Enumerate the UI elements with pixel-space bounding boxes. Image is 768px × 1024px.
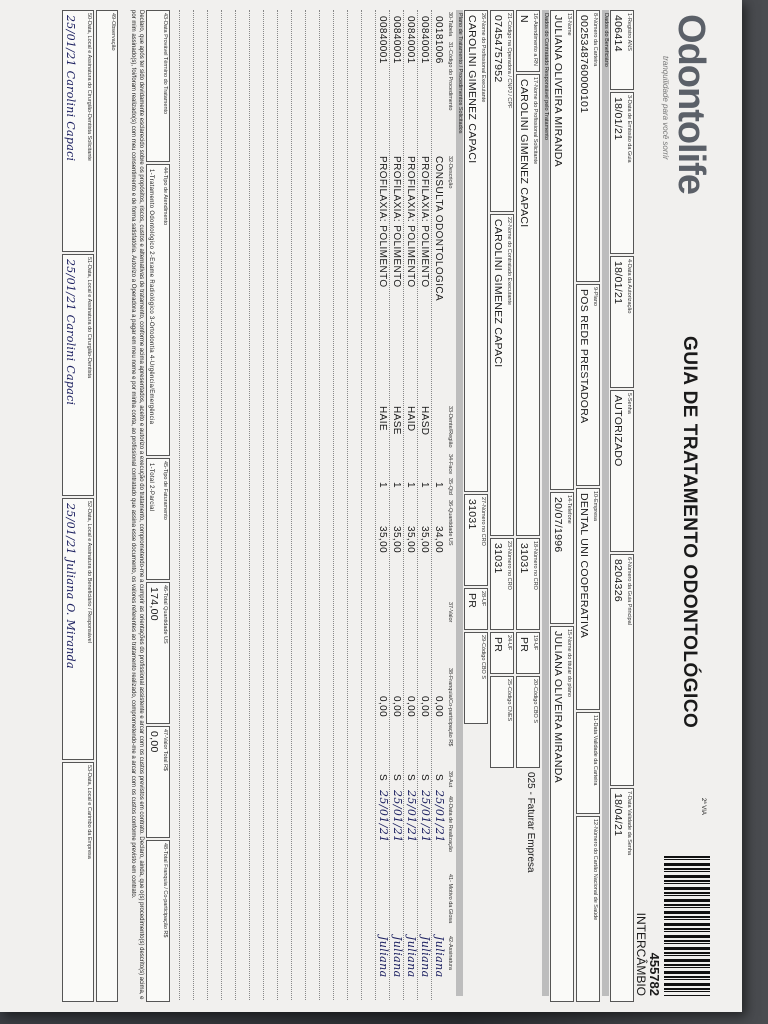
signature-empresa: 53-Data, Local e Carimbo da Empresa	[62, 762, 94, 1002]
section-procedimentos: Plano de Tratamento / Procedimentos Solicitados	[456, 10, 463, 996]
field-atendimento-rn: 16-Atendimento a RN N	[516, 10, 540, 72]
field-cbo-profissional: 29-Código CBO S	[464, 632, 488, 724]
field-data-emissao: 3-Data de Emissão da Guia 18/01/21	[610, 92, 634, 254]
field-data-termino: 43-Data Provável Término do Tratamento	[146, 10, 170, 162]
field-cnes: 25-Código CNES	[490, 676, 514, 768]
row-divider	[347, 10, 348, 1000]
barcode	[664, 856, 710, 996]
field-guia-principal: 6-Número da Guia Principal 8204326	[610, 554, 634, 786]
row-divider	[375, 10, 376, 1000]
field-total-franquia: 48-Total Franquia / Co-participação R$	[146, 840, 170, 1002]
intercambio-label: INTERCÂMBIO	[634, 912, 648, 996]
col-header-dente: 33-Dente/Região	[447, 406, 453, 448]
row-divider	[319, 10, 320, 1000]
company-logo: Odontolife	[670, 14, 712, 194]
field-tipo-atendimento: 44-Tipo de Atendimento 1-Tratamento Odontológico 2-Exame Radiológico 3-Ortodontia 4-Urgência/Emergência	[146, 164, 170, 456]
guide-form: Odontolife tranquilidade para você sorrir GUIA DE TRATAMENTO ODONTOLÓGICO 2ª VIA 455782 INTERCÂMBIO 1-Registro ANS 406414 3-Data de Emissão da Guia 18/01/21 4-Data da Autorização 18/01/21 5-Senha AUTORIZADO 6-Número da Guia Principal 8204326 7-Data Validade da Senha 18/04/21 Dados do Beneficiário 8-Número da Carteira 0025348760000101 9-Plano POS REDE PRESTADORA 10-Empresa DENTAL UNI COOPERATIVA 11-Data Validade da Carteira 12-Número do Cartão Nacional de Saúde 13-Nome JULIANA OLIVEIRA MIRANDA 14-Telefone 20/07/1996 15-Nome do titular do plano JULIANA OLIVEIRA MIRANDA Dados do Contratado Responsável pelo Tratamento 16-Atendimento a RN N 17-Nome do Profissional Solicitante CAROLINI GIMENEZ CAPACI 18-Número no CRO 31031 19-UF PR 20-Código CBO S 025 - Faturar Empresa 21-Código na Operadora / CNPJ / CPF 07454757952 22-Nome do Contratado Executante CAROLINI GIMENEZ CAPACI 23-Número no CRO 31031 24-UF PR 25-Código CNES 26-Nome do Profissional Executante CAROLINI GIMENEZ CAPACI 27-Número no CRO 31031 28-UF PR 29-Código CBO S Plano de Tratamento / Procedimentos Solicitados 30-Tabela 31-Código do Procedimento 32-Descrição 33-Dente/Região 34-Face 35-Qtd 36-Quantidade US 37-Valor 38-Franquia/Co-participação R$ 39-Aut 40-Data de Realização 41- Motivo da Glosa 42-Assinatura 00181006 CONSULTA ODONTOLOGICA 1 34,00 0,00 S 25/01/21 Juliana 00840001 PROFILAXIA: POLIMENTO HASD 1 35,00 0,00 S 25/01/21 Juliana 00840001 PROFILAXIA: POLIMENTO HAID 1 35,00 0,00 S 25/01/21 Juliana 00840001 PROFILAXIA: POLIMENTO HASE 1 35,00 0,00 S 25/01/21 Juliana 00840001 PROFILAXIA: POLIMENTO HAIE 1 35,00 0,00 S 25/01/21 Juliana 43-Data Provável Término do Tratamento 44-Tipo de Atendimento 1-Tratamento Odontológico 2-Exame Radiológico 3-Ortodontia 4-Urgência/Emergência 45-Tipo de Faturamento 1-Total 2-Parcial 46-Total Quantidade US 174,00 47-Valor Total R$ 0,00 48-Total Franquia / Co-participação R$ Declaro, que após ter sido devidamente esclarecido sobre os propósitos, riscos, custos e alternativas de tratamento, conforme acima apresentados, aceito e autorizo a execução do tratamento, comprometendo-me a cumprir as orientações do profissional assistente e arcar com os custos previstos em contrato. Declaro, ainda, que o(s) procedimento(s) descrito(s) acima, e por mim assinado(s), foi/foram realizado(s) com meu consentimento e de forma satisfatória. Autorizo a Operadora a pagar em meu nome e por minha conta, ao profissional contratado que assina esse documento, os valores referentes ao tratamento realizado, comprometendo-me a arcar com os custos conforme previsto em contrato. 49-Observação 50-Data, Local e Assinatura do Cirurgião-Dentista Solicitante 25/01/21 Carolini Capaci 51-Data, Local e Assinatura do Cirurgião-Dentista 25/01/21 Carolini Capaci 52-Data, Local e Assinatura do Beneficiário / Responsável 25/01/21 Juliana O. Miranda 53-Data, Local e Carimbo da Empresa	[26, 6, 716, 1006]
field-titular: 15-Nome do titular do plano JULIANA OLIVEIRA MIRANDA	[550, 626, 574, 1002]
field-data-autorizacao: 4-Data da Autorização 18/01/21	[610, 256, 634, 388]
logo-tagline: tranquilidade para você sorrir	[661, 56, 670, 160]
signature-beneficiario: 52-Data, Local e Assinatura do Beneficiário / Responsável 25/01/21 Juliana O. Miranda	[62, 498, 94, 760]
col-header-glosa: 41- Motivo da Glosa	[447, 874, 453, 924]
field-numero-carteira: 8-Número da Carteira 0025348760000101	[576, 10, 600, 282]
field-observacao: 49-Observação	[96, 10, 118, 1002]
row-divider	[431, 10, 432, 1000]
declaration-text: Declaro, que após ter sido devidamente esclarecido sobre os propósitos, riscos, custos e alternativas de tratamento, conforme acima apresentados, aceito e autorizo a execução do tratamento, comprometendo-me a cumprir as orientações do profissional assistente e arcar com os custos previstos em contrato. Declaro, ainda, que o(s) procedimento(s) descrito(s) acima, e por mim assinado(s), foi/foram realizado(s) com meu consentimento e de forma satisfatória. Autorizo a Operadora a pagar em meu nome e por minha conta, ao profissional contratado que assina esse documento, os valores referentes ao tratamento realizado, comprometendo-me a arcar com os custos conforme previsto em contrato.	[130, 10, 144, 1000]
field-tipo-faturamento: 45-Tipo de Faturamento 1-Total 2-Parcial	[146, 458, 170, 580]
signature-solicitante: 50-Data, Local e Assinatura do Cirurgião-Dentista Solicitante 25/01/21 Carolini Capaci	[62, 10, 94, 252]
row-divider	[305, 10, 306, 1000]
field-profissional-solicitante: 17-Nome do Profissional Solicitante CAROLINI GIMENEZ CAPACI	[516, 74, 540, 536]
row-divider	[193, 10, 194, 1000]
field-registro-ans: 1-Registro ANS 406414	[610, 10, 634, 90]
field-uf-solicitante: 19-UF PR	[516, 632, 540, 674]
field-validade-carteira: 11-Data Validade da Carteira	[576, 712, 600, 814]
field-uf-profissional: 28-UF PR	[464, 588, 488, 630]
field-cartao-nacional: 12-Número do Cartão Nacional de Saúde	[576, 816, 600, 1002]
via-label: 2ª VIA	[700, 798, 706, 815]
field-cro-executante: 23-Número no CRO 31031	[490, 538, 514, 630]
col-header-valor: 37-Valor	[447, 602, 453, 623]
field-cbo-solicitante: 20-Código CBO S	[516, 676, 540, 768]
section-beneficiario: Dados do Beneficiário	[602, 10, 609, 996]
col-header-codigo: 31-Código do Procedimento	[447, 42, 453, 111]
row-divider	[235, 10, 236, 1000]
guide-number: 455782	[647, 952, 662, 996]
col-header-data: 40-Data de Realização	[447, 796, 453, 852]
signature-cirurgiao: 51-Data, Local e Assinatura do Cirurgião-Dentista 25/01/21 Carolini Capaci	[62, 254, 94, 496]
row-divider	[179, 10, 180, 1000]
col-header-descricao: 32-Descrição	[447, 156, 453, 189]
field-total-us: 46-Total Quantidade US 174,00	[146, 582, 170, 724]
field-profissional-executante: 26-Nome do Profissional Executante CAROLINI GIMENEZ CAPACI	[464, 10, 488, 492]
col-header-aut: 39-Aut	[447, 771, 453, 788]
field-senha: 5-Senha AUTORIZADO	[610, 390, 634, 552]
row-divider	[249, 10, 250, 1000]
row-divider	[417, 10, 418, 1000]
field-contratado-executante: 22-Nome do Contratado Executante CAROLINI GIMENEZ CAPACI	[490, 214, 514, 536]
col-header-tabela: 30-Tabela	[447, 12, 453, 37]
row-divider	[263, 10, 264, 1000]
row-divider	[277, 10, 278, 1000]
row-divider	[221, 10, 222, 1000]
field-empresa: 10-Empresa DENTAL UNI COOPERATIVA	[576, 488, 600, 710]
field-validade-senha: 7-Data Validade da Senha 18/04/21	[610, 788, 634, 1002]
field-telefone: 14-Telefone 20/07/1996	[550, 492, 574, 624]
section-contratado: Dados do Contratado Responsável pelo Tratamento	[542, 10, 549, 996]
field-plano: 9-Plano POS REDE PRESTADORA	[576, 284, 600, 486]
field-cro-solicitante: 18-Número no CRO 31031	[516, 538, 540, 630]
col-header-us: 36-Quantidade US	[447, 500, 453, 546]
col-header-face: 34-Face	[447, 454, 453, 475]
field-codigo-operadora: 21-Código na Operadora / CNPJ / CPF 07454757952	[490, 10, 514, 212]
field-valor-total: 47-Valor Total R$ 0,00	[146, 726, 170, 838]
col-header-assinatura: 42-Assinatura	[447, 936, 453, 970]
col-header-franquia: 38-Franquia/Co-participação R$	[447, 668, 453, 747]
col-header-qtd: 35-Qtd	[447, 478, 453, 495]
field-cro-profissional: 27-Número no CRO 31031	[464, 494, 488, 586]
row-divider	[207, 10, 208, 1000]
faturar-empresa-note: 025 - Faturar Empresa	[525, 772, 536, 873]
field-nome: 13-Nome JULIANA OLIVEIRA MIRANDA	[550, 10, 574, 490]
row-divider	[291, 10, 292, 1000]
row-divider	[333, 10, 334, 1000]
field-uf-executante: 24-UF PR	[490, 632, 514, 674]
page-title: GUIA DE TRATAMENTO ODONTOLÓGICO	[679, 336, 700, 729]
row-divider	[403, 10, 404, 1000]
row-divider	[389, 10, 390, 1000]
row-divider	[361, 10, 362, 1000]
